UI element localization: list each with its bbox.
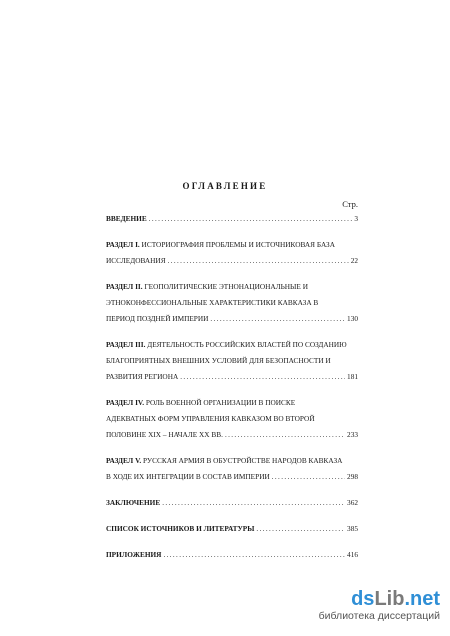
toc-description: РУССКАЯ АРМИЯ В ОБУСТРОЙСТВЕ НАРОДОВ КАВКАЗА xyxy=(141,456,343,465)
toc-line xyxy=(106,469,358,485)
toc-entry xyxy=(106,495,358,511)
toc-description: БЛАГОПРИЯТНЫХ ВНЕШНИХ УСЛОВИЙ ДЛЯ БЕЗОПАСНОСТИ И xyxy=(106,356,331,365)
toc-entry xyxy=(106,521,358,537)
dslib-logo: dsLib.net xyxy=(351,588,440,610)
toc-text xyxy=(106,495,160,511)
toc-description: ИССЛЕДОВАНИЯ xyxy=(106,256,166,265)
toc-description: ЭТНОКОНФЕССИОНАЛЬНЫЕ ХАРАКТЕРИСТИКИ КАВКАЗА В xyxy=(106,298,319,307)
toc-description: ПОЛОВИНЕ XIX – НАЧАЛЕ XX ВВ. xyxy=(106,430,223,439)
toc-line xyxy=(106,427,358,443)
toc-text xyxy=(106,547,161,563)
dot-leader xyxy=(168,253,349,269)
table-of-contents xyxy=(106,211,358,573)
toc-description: АДЕКВАТНЫХ ФОРМ УПРАВЛЕНИЯ КАВКАЗОМ ВО ВТОРОЙ xyxy=(106,414,315,423)
toc-entry xyxy=(106,453,358,485)
toc-line xyxy=(106,295,358,311)
dot-leader xyxy=(162,495,345,511)
toc-text xyxy=(106,279,308,295)
toc-page-number: 181 xyxy=(347,372,358,381)
toc-description: ДЕЯТЕЛЬНОСТЬ РОССИЙСКИХ ВЛАСТЕЙ ПО СОЗДАНИЮ xyxy=(145,340,347,349)
toc-line xyxy=(106,411,358,427)
toc-page-number: 233 xyxy=(347,430,358,439)
dot-leader xyxy=(225,427,345,443)
toc-title: ОГЛАВЛЕНИЕ xyxy=(182,181,268,191)
toc-line xyxy=(106,521,358,537)
toc-entry xyxy=(106,211,358,227)
toc-text xyxy=(106,337,347,353)
watermark-subtitle: библиотека диссертаций xyxy=(318,610,440,622)
toc-page-number: 385 xyxy=(347,524,358,533)
toc-description: ПЕРИОД ПОЗДНЕЙ ИМПЕРИИ xyxy=(106,314,209,323)
toc-page-number: 3 xyxy=(354,214,358,223)
dot-leader xyxy=(163,547,345,563)
dot-leader xyxy=(272,469,345,485)
toc-label: РАЗДЕЛ III. xyxy=(106,340,146,349)
toc-text xyxy=(106,211,147,227)
toc-line xyxy=(106,279,358,295)
toc-page-number: 362 xyxy=(347,498,358,507)
dot-leader xyxy=(180,369,345,385)
toc-text xyxy=(106,311,208,327)
toc-text xyxy=(106,253,166,269)
toc-page-number: 416 xyxy=(347,550,358,559)
toc-entry xyxy=(106,279,358,327)
toc-label: СПИСОК ИСТОЧНИКОВ И ЛИТЕРАТУРЫ xyxy=(106,524,255,533)
toc-line xyxy=(106,395,358,411)
toc-line xyxy=(106,237,358,253)
toc-page-number: 298 xyxy=(347,472,358,481)
dslib-watermark[interactable] xyxy=(319,589,440,622)
toc-line xyxy=(106,311,358,327)
toc-description: РОЛЬ ВОЕННОЙ ОРГАНИЗАЦИИ В ПОИСКЕ xyxy=(144,398,296,407)
toc-page-number: 130 xyxy=(347,314,358,323)
page-column-header: Стр. xyxy=(342,199,358,209)
toc-description: В ХОДЕ ИХ ИНТЕГРАЦИИ В СОСТАВ ИМПЕРИИ xyxy=(106,472,270,481)
toc-line xyxy=(106,495,358,511)
toc-line xyxy=(106,547,358,563)
toc-description: ГЕОПОЛИТИЧЕСКИЕ ЭТНОНАЦИОНАЛЬНЫЕ И xyxy=(142,282,308,291)
toc-line xyxy=(106,353,358,369)
toc-text xyxy=(106,469,270,485)
toc-text xyxy=(106,295,318,311)
toc-label: РАЗДЕЛ IV. xyxy=(106,398,145,407)
toc-text xyxy=(106,453,342,469)
toc-entry xyxy=(106,395,358,443)
toc-text xyxy=(106,427,223,443)
toc-text xyxy=(106,237,335,253)
toc-label: РАЗДЕЛ I. xyxy=(106,240,140,249)
toc-text xyxy=(106,521,254,537)
toc-description: ИСТОРИОГРАФИЯ ПРОБЛЕМЫ И ИСТОЧНИКОВАЯ БАЗА xyxy=(139,240,335,249)
toc-entry xyxy=(106,547,358,563)
toc-label: ВВЕДЕНИЕ xyxy=(106,214,147,223)
toc-line xyxy=(106,337,358,353)
toc-label: РАЗДЕЛ II. xyxy=(106,282,143,291)
toc-text xyxy=(106,369,178,385)
toc-label: ЗАКЛЮЧЕНИЕ xyxy=(106,498,161,507)
toc-text xyxy=(106,353,331,369)
dot-leader xyxy=(149,211,353,227)
toc-line xyxy=(106,253,358,269)
toc-entry xyxy=(106,337,358,385)
toc-description: РАЗВИТИЯ РЕГИОНА xyxy=(106,372,179,381)
toc-text xyxy=(106,411,315,427)
toc-entry xyxy=(106,237,358,269)
dot-leader xyxy=(210,311,345,327)
toc-page-number: 22 xyxy=(350,256,358,265)
toc-text xyxy=(106,395,295,411)
toc-line xyxy=(106,211,358,227)
toc-label: ПРИЛОЖЕНИЯ xyxy=(106,550,162,559)
toc-line xyxy=(106,453,358,469)
toc-label: РАЗДЕЛ V. xyxy=(106,456,142,465)
dot-leader xyxy=(256,521,345,537)
toc-line xyxy=(106,369,358,385)
